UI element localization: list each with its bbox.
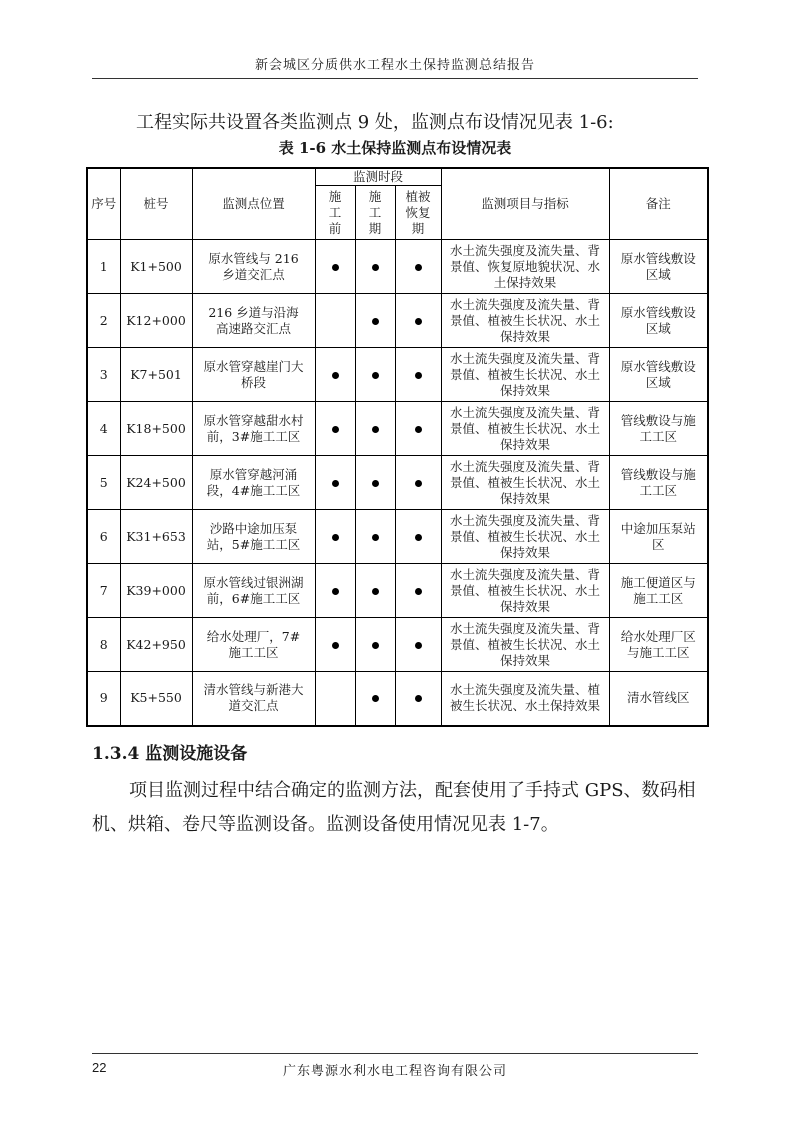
- cell-stake: K5+550: [120, 672, 192, 726]
- cell-seq: 9: [87, 672, 120, 726]
- table-caption: 表 1-6 水土保持监测点布设情况表: [278, 139, 512, 157]
- bullet-dot-icon: [372, 695, 379, 702]
- table-row: [87, 240, 708, 294]
- cell-before-construction: [315, 240, 355, 294]
- bullet-dot-icon: [332, 588, 339, 595]
- bullet-dot-icon: [372, 318, 379, 325]
- bullet-dot-icon: [415, 264, 422, 271]
- table-row: [87, 402, 708, 456]
- bullet-dot-icon: [415, 588, 422, 595]
- cell-vegetation-recovery: [395, 672, 441, 726]
- cell-during-construction: [355, 618, 395, 672]
- header-before-construction: 施工前: [315, 186, 355, 240]
- cell-location: 沙路中途加压泵站，5#施工工区: [192, 510, 315, 564]
- bullet-dot-icon: [332, 426, 339, 433]
- monitoring-points-table: [86, 167, 709, 727]
- bullet-dot-icon: [415, 318, 422, 325]
- cell-remark: 中途加压泵站区: [609, 510, 708, 564]
- bullet-dot-icon: [372, 372, 379, 379]
- header-divider: [92, 78, 698, 79]
- cell-items: 水土流失强度及流失量、背景值、植被生长状况、水土保持效果: [441, 510, 609, 564]
- cell-before-construction: [315, 402, 355, 456]
- cell-location: 原水管穿越甜水村前，3#施工工区: [192, 402, 315, 456]
- cell-location: 给水处理厂，7#施工工区: [192, 618, 315, 672]
- page-header: 新会城区分质供水工程水土保持监测总结报告: [254, 58, 535, 73]
- cell-during-construction: [355, 510, 395, 564]
- cell-during-construction: [355, 402, 395, 456]
- table-row: [87, 294, 708, 348]
- cell-before-construction: [315, 618, 355, 672]
- cell-items: 水土流失强度及流失量、植被生长状况、水土保持效果: [441, 672, 609, 726]
- bullet-dot-icon: [415, 480, 422, 487]
- bullet-dot-icon: [415, 642, 422, 649]
- header-seq: 序号: [87, 168, 120, 240]
- cell-seq: 6: [87, 510, 120, 564]
- bullet-dot-icon: [372, 588, 379, 595]
- cell-before-construction: [315, 348, 355, 402]
- cell-stake: K12+000: [120, 294, 192, 348]
- cell-during-construction: [355, 240, 395, 294]
- bullet-dot-icon: [415, 426, 422, 433]
- bullet-dot-icon: [332, 480, 339, 487]
- cell-items: 水土流失强度及流失量、背景值、植被生长状况、水土保持效果: [441, 402, 609, 456]
- cell-during-construction: [355, 564, 395, 618]
- bullet-dot-icon: [372, 480, 379, 487]
- cell-location: 原水管穿越河涌段，4#施工工区: [192, 456, 315, 510]
- cell-remark: 给水处理厂区与施工工区: [609, 618, 708, 672]
- cell-before-construction: [315, 456, 355, 510]
- cell-before-construction: [315, 564, 355, 618]
- cell-before-construction: [315, 672, 355, 726]
- cell-vegetation-recovery: [395, 294, 441, 348]
- table-row: [87, 348, 708, 402]
- table-body: [87, 240, 708, 726]
- cell-during-construction: [355, 348, 395, 402]
- cell-remark: 原水管线敷设区域: [609, 240, 708, 294]
- table-row: [87, 510, 708, 564]
- cell-during-construction: [355, 672, 395, 726]
- cell-seq: 2: [87, 294, 120, 348]
- cell-during-construction: [355, 294, 395, 348]
- cell-remark: 施工便道区与施工工区: [609, 564, 708, 618]
- cell-stake: K31+653: [120, 510, 192, 564]
- table-row: [87, 564, 708, 618]
- cell-items: 水土流失强度及流失量、背景值、植被生长状况、水土保持效果: [441, 456, 609, 510]
- header-period: 监测时段: [315, 168, 441, 186]
- footer-divider: [92, 1053, 698, 1054]
- bullet-dot-icon: [372, 642, 379, 649]
- cell-vegetation-recovery: [395, 402, 441, 456]
- cell-before-construction: [315, 510, 355, 564]
- cell-vegetation-recovery: [395, 564, 441, 618]
- bullet-dot-icon: [372, 534, 379, 541]
- body-paragraph: 项目监测过程中结合确定的监测方法，配套使用了手持式 GPS、数码相机、烘箱、卷尺等监测设备。监测设备使用情况见表 1-7。: [92, 780, 696, 835]
- section-heading: 1.3.4 监测设施设备: [92, 744, 248, 764]
- cell-seq: 8: [87, 618, 120, 672]
- cell-items: 水土流失强度及流失量、背景值、植被生长状况、水土保持效果: [441, 564, 609, 618]
- cell-before-construction: [315, 294, 355, 348]
- cell-stake: K1+500: [120, 240, 192, 294]
- cell-vegetation-recovery: [395, 618, 441, 672]
- cell-items: 水土流失强度及流失量、背景值、植被生长状况、水土保持效果: [441, 348, 609, 402]
- cell-stake: K24+500: [120, 456, 192, 510]
- header-items: 监测项目与指标: [441, 168, 609, 240]
- bullet-dot-icon: [332, 534, 339, 541]
- cell-items: 水土流失强度及流失量、背景值、植被生长状况、水土保持效果: [441, 618, 609, 672]
- bullet-dot-icon: [415, 534, 422, 541]
- cell-seq: 5: [87, 456, 120, 510]
- bullet-dot-icon: [372, 426, 379, 433]
- table-row: [87, 672, 708, 726]
- cell-remark: 原水管线敷设区域: [609, 294, 708, 348]
- cell-vegetation-recovery: [395, 456, 441, 510]
- cell-remark: 原水管线敷设区域: [609, 348, 708, 402]
- header-during-construction: 施工期: [355, 186, 395, 240]
- cell-seq: 1: [87, 240, 120, 294]
- bullet-dot-icon: [372, 264, 379, 271]
- cell-items: 水土流失强度及流失量、背景值、植被生长状况、水土保持效果: [441, 294, 609, 348]
- cell-stake: K39+000: [120, 564, 192, 618]
- cell-location: 原水管线过银洲湖前，6#施工工区: [192, 564, 315, 618]
- cell-remark: 清水管线区: [609, 672, 708, 726]
- header-stake: 桩号: [120, 168, 192, 240]
- cell-location: 原水管线与 216 乡道交汇点: [192, 240, 315, 294]
- cell-seq: 7: [87, 564, 120, 618]
- cell-items: 水土流失强度及流失量、背景值、恢复原地貌状况、水土保持效果: [441, 240, 609, 294]
- header-remark: 备注: [609, 168, 708, 240]
- cell-remark: 管线敷设与施工工区: [609, 402, 708, 456]
- header-vegetation-recovery: 植被恢复期: [395, 186, 441, 240]
- page-number: 22: [92, 1060, 107, 1075]
- header-location: 监测点位置: [192, 168, 315, 240]
- table-row: [87, 456, 708, 510]
- bullet-dot-icon: [332, 264, 339, 271]
- bullet-dot-icon: [415, 372, 422, 379]
- intro-text: 工程实际共设置各类监测点 9 处，监测点布设情况见表 1-6:: [136, 112, 614, 133]
- footer-company: 广东粤源水利水电工程咨询有限公司: [282, 1064, 507, 1079]
- cell-stake: K42+950: [120, 618, 192, 672]
- cell-location: 清水管线与新港大道交汇点: [192, 672, 315, 726]
- cell-remark: 管线敷设与施工工区: [609, 456, 708, 510]
- cell-vegetation-recovery: [395, 240, 441, 294]
- cell-during-construction: [355, 456, 395, 510]
- cell-vegetation-recovery: [395, 510, 441, 564]
- bullet-dot-icon: [415, 695, 422, 702]
- cell-location: 216 乡道与沿海高速路交汇点: [192, 294, 315, 348]
- cell-stake: K7+501: [120, 348, 192, 402]
- cell-location: 原水管穿越崖门大桥段: [192, 348, 315, 402]
- cell-stake: K18+500: [120, 402, 192, 456]
- cell-seq: 4: [87, 402, 120, 456]
- bullet-dot-icon: [332, 372, 339, 379]
- cell-vegetation-recovery: [395, 348, 441, 402]
- cell-seq: 3: [87, 348, 120, 402]
- bullet-dot-icon: [332, 642, 339, 649]
- table-row: [87, 618, 708, 672]
